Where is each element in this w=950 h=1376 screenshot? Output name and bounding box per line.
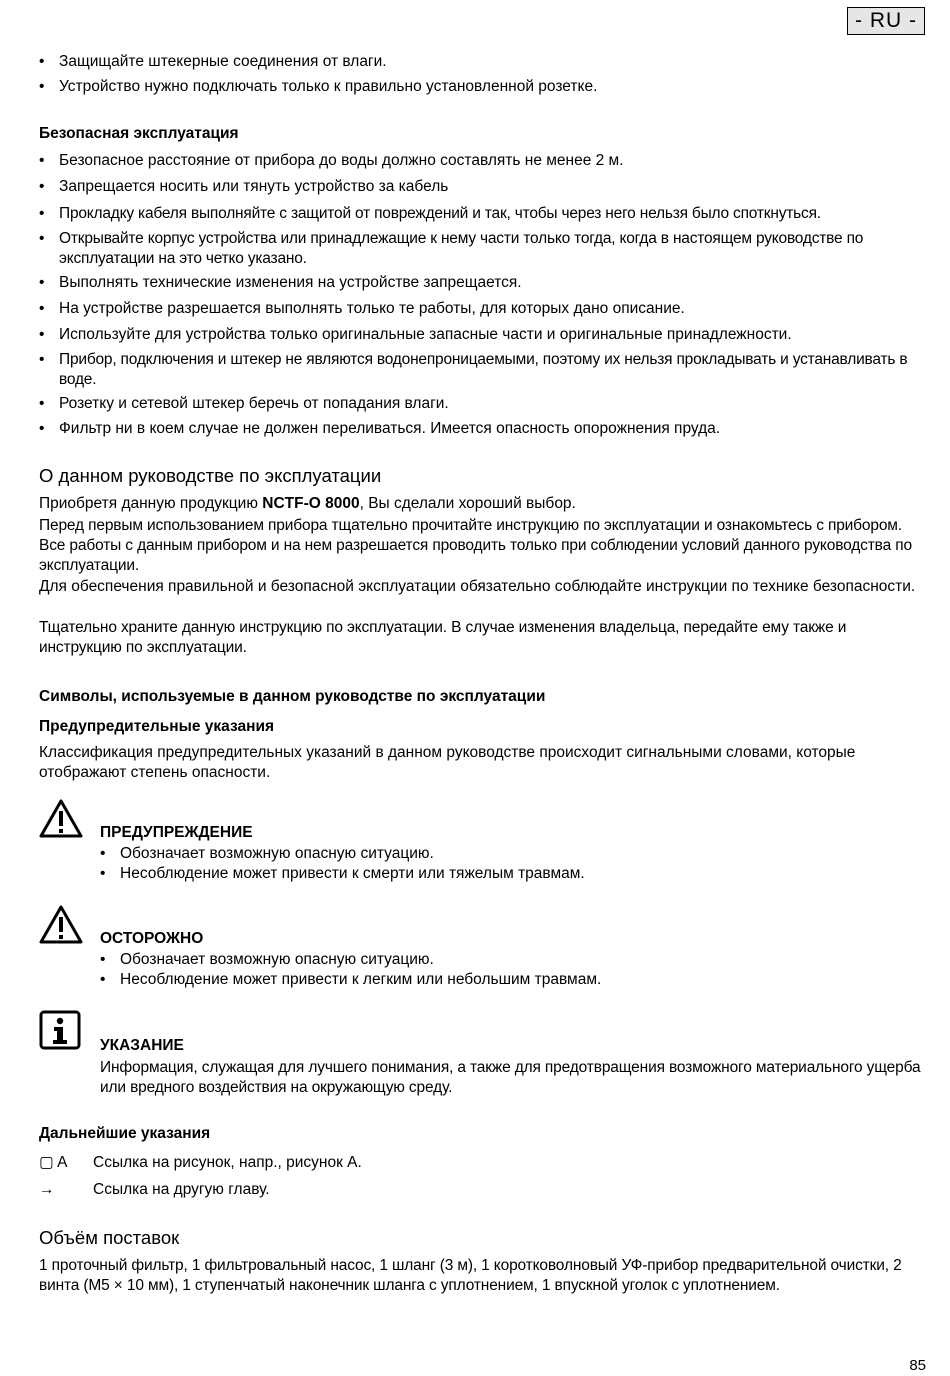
bullet-icon: •	[39, 420, 45, 437]
list-item: • Защищайте штекерные соединения от влаги.	[39, 53, 387, 70]
list-item: • На устройстве разрешается выполнять только те работы, для которых дано описание.	[39, 300, 685, 317]
bullet-icon: •	[39, 152, 45, 169]
bullet-icon: •	[39, 300, 45, 317]
bullet-icon: •	[100, 951, 106, 968]
warning-title: ПРЕДУПРЕЖДЕНИЕ	[100, 824, 253, 841]
warning-block	[39, 798, 927, 888]
list-item: • Открывайте корпус устройства или принадлежащие к нему части только тогда, когда в настоящем руководстве по эксплуатации на это четко указано.	[39, 230, 864, 267]
bullet-icon: •	[39, 395, 45, 412]
list-item: • Розетку и сетевой штекер беречь от попадания влаги.	[39, 395, 449, 412]
bullet-icon: •	[100, 845, 106, 862]
bullet-icon: •	[39, 78, 45, 95]
list-item: • Запрещается носить или тянуть устройство за кабель	[39, 178, 449, 195]
info-icon	[39, 1010, 83, 1052]
list-item: • Безопасное расстояние от прибора до воды должно составлять не менее 2 м.	[39, 152, 624, 169]
bullet-icon: •	[39, 326, 45, 343]
bullet-icon: •	[39, 53, 45, 70]
paragraph: Классификация предупредительных указаний в данном руководстве происходит сигнальными словами, которые отображают степень опасности.	[39, 744, 856, 781]
bullet-icon: •	[39, 205, 45, 222]
warning-triangle-icon	[39, 798, 83, 840]
bullet-icon: •	[39, 230, 45, 247]
list-item: • Выполнять технические изменения на устройстве запрещается.	[39, 274, 522, 291]
subheading-warnings: Предупредительные указания	[39, 718, 275, 735]
bullet-icon: •	[39, 178, 45, 195]
section-heading-symbols: Символы, используемые в данном руководстве по эксплуатации	[39, 688, 546, 705]
list-item: • Прокладку кабеля выполняйте с защитой от повреждений и так, чтобы через него нельзя было споткнуться.	[39, 205, 821, 222]
language-badge: - RU -	[847, 7, 925, 35]
section-heading-about-manual: О данном руководстве по эксплуатации	[39, 465, 382, 486]
product-name: NCTF-O 8000	[262, 495, 360, 512]
paragraph: Тщательно храните данную инструкцию по эксплуатации. В случае изменения владельца, передайте ему также и инструкцию по эксплуатации.	[39, 619, 847, 656]
caution-block	[39, 904, 927, 994]
list-item: • Фильтр ни в коем случае не должен переливаться. Имеется опасность опорожнения пруда.	[39, 420, 721, 437]
bullet-icon: •	[39, 274, 45, 291]
list-item: • Несоблюдение может привести к легким или небольшим травмам.	[100, 971, 602, 988]
intro-paragraph: Приобретя данную продукцию NCTF-O 8000, Вы сделали хороший выбор.	[39, 495, 576, 512]
list-item: • Используйте для устройства только оригинальные запасные части и оригинальные принадлежности.	[39, 326, 792, 343]
list-item: • Устройство нужно подключать только к правильно установленной розетке.	[39, 78, 598, 95]
section-heading-delivery: Объём поставок	[39, 1227, 180, 1248]
bullet-icon: •	[100, 865, 106, 882]
page-number: 85	[909, 1357, 926, 1374]
arrow-right-icon: →	[39, 1181, 55, 1198]
list-item: • Обозначает возможную опасную ситуацию.	[100, 951, 434, 968]
note-title: УКАЗАНИЕ	[100, 1037, 184, 1054]
section-heading-further: Дальнейшие указания	[39, 1125, 211, 1142]
list-item: • Несоблюдение может привести к смерти или тяжелым травмам.	[100, 865, 585, 882]
section-heading-safe-operation: Безопасная эксплуатация	[39, 125, 239, 142]
list-item: • Прибор, подключения и штекер не являются водонепроницаемыми, поэтому их нельзя прокладывать и устанавливать в воде.	[39, 351, 908, 388]
list-item: • Обозначает возможную опасную ситуацию.	[100, 845, 434, 862]
bullet-icon: •	[100, 971, 106, 988]
note-block	[39, 1010, 927, 1100]
paragraph: Для обеспечения правильной и безопасной эксплуатации обязательно соблюдайте инструкции по технике безопасности.	[39, 578, 916, 595]
bullet-icon: •	[39, 351, 45, 368]
caution-title: ОСТОРОЖНО	[100, 930, 204, 947]
paragraph: 1 проточный фильтр, 1 фильтровальный насос, 1 шланг (3 м), 1 коротковолновый УФ-прибор предварительной очистки, 2 винта (M5 × 10 мм), 1 ступенчатый наконечник шланга с уплотнением, 1 впускной уголок с уплотнением.	[39, 1257, 902, 1294]
paragraph: Перед первым использованием прибора тщательно прочитайте инструкцию по эксплуатации и ознакомьтесь с прибором. Все работы с данным прибором и на нем разрешается проводить только при соблюдении условий данного руководства по эксплуатации.	[39, 517, 912, 574]
note-text: Информация, служащая для лучшего понимания, а также для предотвращения возможного материального ущерба или вредного воздействия на окружающую среду.	[100, 1059, 921, 1096]
warning-triangle-icon	[39, 904, 83, 946]
figure-reference-icon: ▢ A	[39, 1154, 68, 1171]
